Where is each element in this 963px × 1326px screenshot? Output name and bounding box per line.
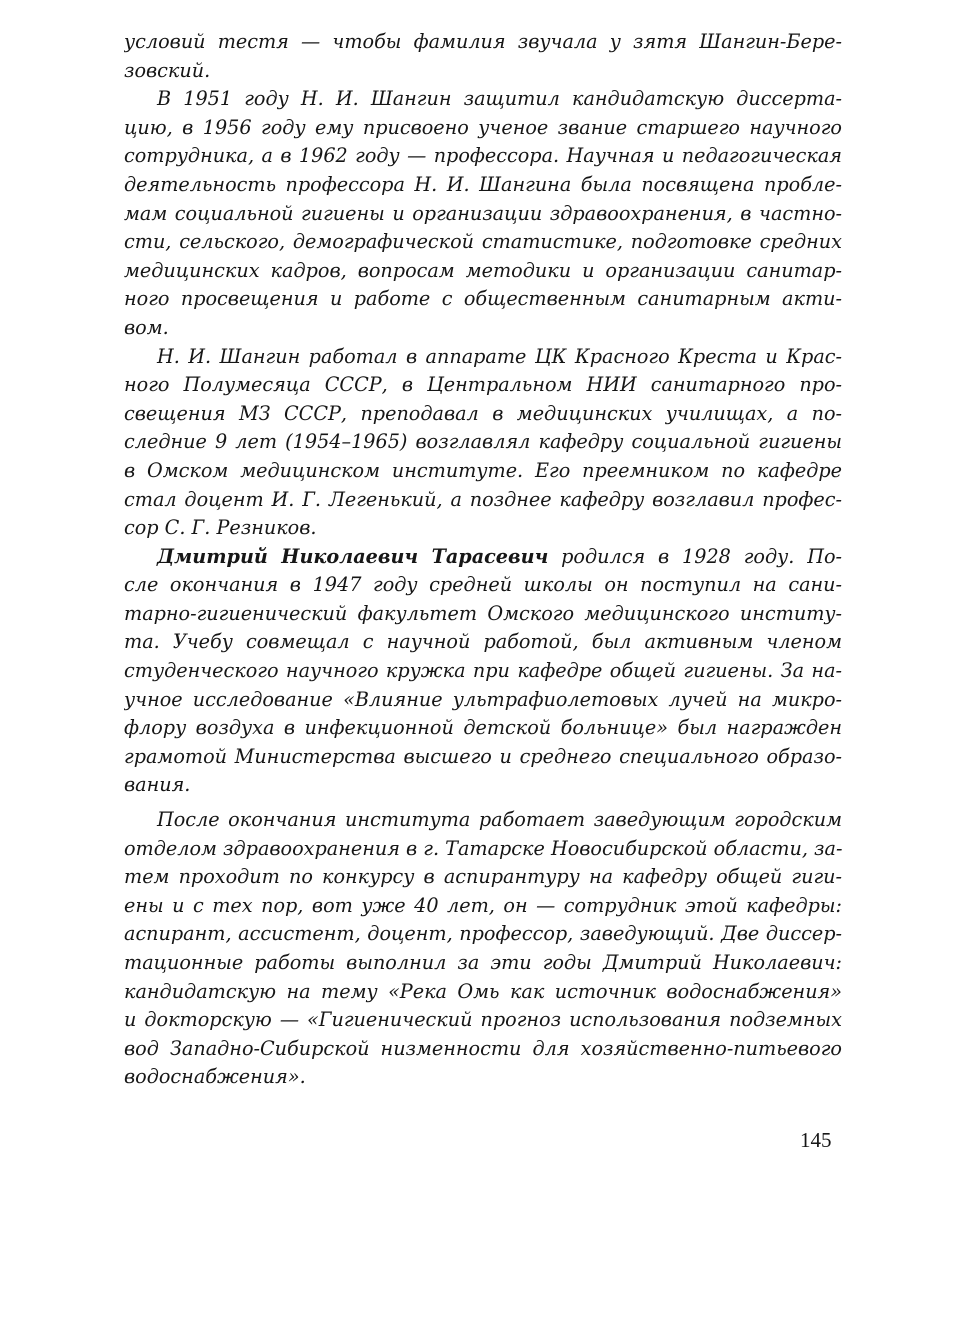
text-line: водоснабжения». bbox=[124, 1065, 306, 1089]
paragraph-shangin-work bbox=[124, 343, 842, 543]
text-line: В 1951 году Н. И. Шангин защитил кандидатскую диссерта- bbox=[157, 87, 842, 111]
text-line: сле окончания в 1947 году средней школы он поступил на сани- bbox=[124, 573, 842, 597]
text-line: ены и с тех пор, вот уже 40 лет, он — сотрудник этой кафедры: bbox=[124, 893, 842, 917]
text-line: аспирант, ассистент, доцент, профессор, заведующий. Две диссер- bbox=[124, 922, 842, 946]
text-line: зовский. bbox=[124, 58, 211, 82]
text-line: тем проходит по конкурсу в аспирантуру на кафедру общей гиги- bbox=[124, 865, 842, 889]
paragraph-continuation bbox=[124, 28, 842, 85]
text-line: флору воздуха в инфекционной детской больнице» был награжден bbox=[124, 716, 842, 740]
text-line: отделом здравоохранения в г. Татарске Новосибирской области, за- bbox=[124, 836, 842, 860]
text-line: медицинских кадров, вопросам методики и организации санитар- bbox=[124, 258, 842, 282]
text-line: следние 9 лет (1954–1965) возглавлял кафедру социальной гигиены bbox=[124, 430, 842, 454]
text-line: вания. bbox=[124, 773, 191, 797]
text-line: свещения МЗ СССР, преподавал в медицинских училищах, а по- bbox=[124, 401, 842, 425]
text-line: вом. bbox=[124, 315, 169, 339]
text-line: цию, в 1956 году ему присвоено ученое звание старшего научного bbox=[124, 115, 842, 139]
text-line: сотрудника, а в 1962 году — профессора. Научная и педагогическая bbox=[124, 144, 842, 168]
text-line: сти, сельского, демографической статистике, подготовке средних bbox=[124, 230, 842, 254]
text-line: сор С. Г. Резников. bbox=[124, 516, 317, 540]
text-line: та. Учебу совмещал с научной работой, был активным членом bbox=[124, 630, 842, 654]
text-line: Н. И. Шангин работал в аппарате ЦК Красного Креста и Крас- bbox=[157, 344, 842, 368]
text-line: грамотой Министерства высшего и среднего специального образо- bbox=[124, 744, 842, 768]
text-line: вод Западно-Сибирской низменности для хозяйственно-питьевого bbox=[124, 1036, 842, 1060]
paragraph-shangin-career bbox=[124, 85, 842, 342]
text-line bbox=[124, 543, 842, 572]
text-line: тационные работы выполнил за эти годы Дмитрий Николаевич: bbox=[124, 951, 842, 974]
text-line: После окончания института работает заведующим городским bbox=[157, 808, 842, 832]
text-line: учное исследование «Влияние ультрафиолетовых лучей на микро- bbox=[124, 687, 842, 711]
text-run: родился в 1928 году. По- bbox=[548, 544, 842, 568]
text-line: студенческого научного кружка при кафедре общей гигиены. За на- bbox=[124, 659, 842, 683]
page-body bbox=[124, 28, 842, 1092]
paragraph-tarasevich-career bbox=[124, 806, 842, 1092]
text-line: ного Полумесяца СССР, в Центральном НИИ санитарного про- bbox=[124, 373, 842, 397]
text-line: деятельность профессора Н. И. Шангина была посвящена пробле- bbox=[124, 172, 842, 196]
text-line: ного просвещения и работе с общественным санитарным акти- bbox=[124, 287, 842, 311]
text-line: тарно-гигиенический факультет Омского медицинского институ- bbox=[124, 601, 842, 625]
paragraph-tarasevich-bio bbox=[124, 543, 842, 800]
text-line: мам социальной гигиены и организации здравоохранения, в частно- bbox=[124, 201, 842, 225]
text-line: условий тестя — чтобы фамилия звучала у зятя Шангин-Бере- bbox=[124, 30, 842, 53]
page-number: 145 bbox=[800, 1128, 832, 1152]
person-name-bold: Дмитрий Николаевич Тарасевич bbox=[157, 544, 549, 568]
text-line: стал доцент И. Г. Легенький, а позднее кафедру возглавил профес- bbox=[124, 487, 842, 511]
text-line: кандидатскую на тему «Река Омь как источник водоснабжения» bbox=[124, 979, 842, 1003]
text-line: и докторскую — «Гигиенический прогноз использования подземных bbox=[124, 1008, 842, 1032]
text-line: в Омском медицинском институте. Его преемником по кафедре bbox=[124, 458, 842, 482]
